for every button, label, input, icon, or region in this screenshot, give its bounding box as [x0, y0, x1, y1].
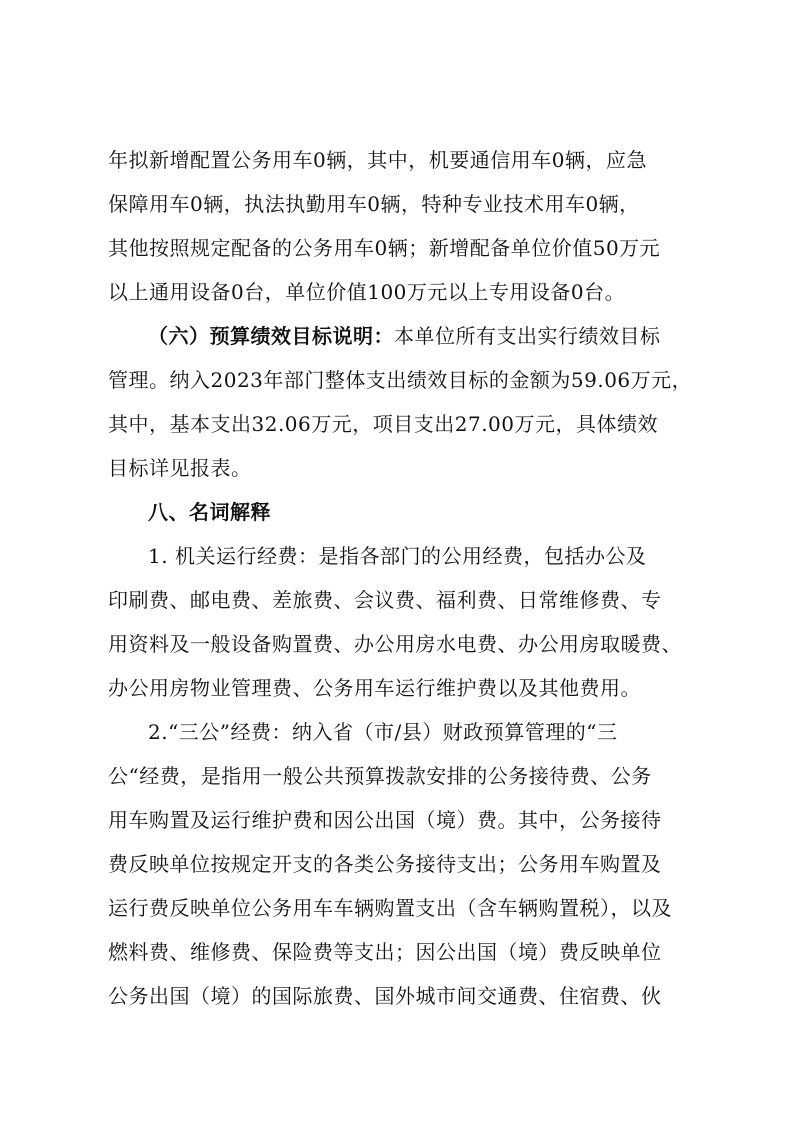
- item-1-first-line: 1. 机关运行经费：是指各部门的公用经费，包括办公及: [148, 544, 647, 568]
- paragraph-line: 目标详见报表。: [108, 456, 252, 480]
- paragraph-line: 印刷费、邮电费、差旅费、会议费、福利费、日常维修费、专: [108, 588, 662, 612]
- paragraph-line: 管理。纳入2023年部门整体支出绩效目标的金额为59.06万元，: [108, 368, 693, 392]
- paragraph-line: 其中，基本支出32.06万元，项目支出27.00万元，具体绩效: [108, 412, 659, 436]
- paragraph-line: 保障用车0辆，执法执勤用车0辆，特种专业技术用车0辆，: [108, 192, 640, 216]
- paragraph-line: 用资料及一般设备购置费、办公用房水电费、办公用房取暖费、: [108, 632, 682, 656]
- paragraph-line: 公“经费，是指用一般公共预算拨款安排的公务接待费、公务: [108, 764, 652, 788]
- paragraph-line: 燃料费、维修费、保险费等支出；因公出国（境）费反映单位: [108, 940, 662, 964]
- paragraph-line: 以上通用设备0台，单位价值100万元以上专用设备0台。: [108, 280, 626, 304]
- paragraph-line: 其他按照规定配备的公务用车0辆；新增配备单位价值50万元: [108, 236, 661, 260]
- paragraph-line: 公务出国（境）的国际旅费、国外城市间交通费、住宿费、伙: [108, 984, 662, 1008]
- section-6-label: （六）预算绩效目标说明：: [148, 324, 394, 348]
- section-6-text: 本单位所有支出实行绩效目标: [394, 324, 661, 348]
- paragraph-line: 年拟新增配置公务用车0辆，其中，机要通信用车0辆，应急: [108, 148, 647, 172]
- item-2-first-line: 2.“三公”经费：纳入省（市/县）财政预算管理的“三: [148, 720, 618, 744]
- paragraph-line: 运行费反映单位公务用车车辆购置支出（含车辆购置税），以及: [108, 896, 672, 920]
- section-6-first-line: [148, 324, 708, 348]
- paragraph-line: 办公用房物业管理费、公务用车运行维护费以及其他费用。: [108, 676, 641, 700]
- paragraph-line: 费反映单位按规定开支的各类公务接待支出；公务用车购置及: [108, 852, 662, 876]
- section-heading: 八、名词解释: [148, 500, 271, 524]
- paragraph-line: 用车购置及运行维护费和因公出国（境）费。其中，公务接待: [108, 808, 662, 832]
